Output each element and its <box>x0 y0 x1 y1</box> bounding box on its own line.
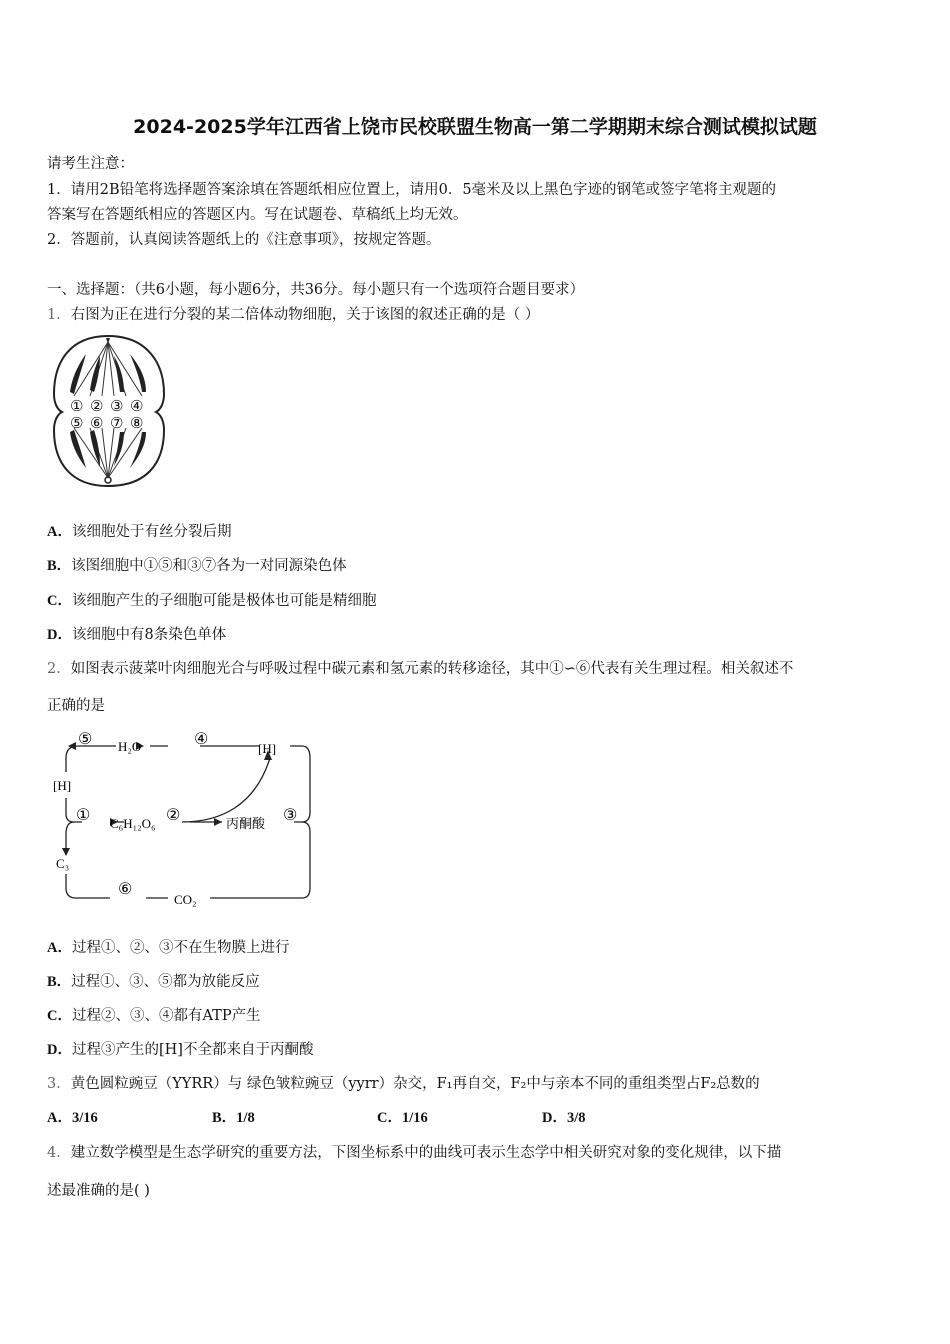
chromosome-label-8: ⑧ <box>130 416 144 432</box>
h2o-label: H₂O <box>118 739 142 754</box>
notice-item-2: 2．答题前，认真阅读答题纸上的《注意事项》，按规定答题。 <box>47 232 441 248</box>
process-3-label: ③ <box>283 807 298 824</box>
notice-item-1-line-1: 1．请用2B铅笔将选择题答案涂填在答题纸相应位置上，请用0．5毫米及以上黑色字迹的钢笔或签字笔将主观题的 <box>47 182 777 198</box>
process-2-label: ② <box>166 807 181 824</box>
question-2-stem-line-2: 正确的是 <box>47 698 105 714</box>
q1-option-a: A．该细胞处于有丝分裂后期 <box>47 524 232 540</box>
hydrogen-right-label: [H] <box>258 741 277 756</box>
process-1-label: ① <box>76 807 91 824</box>
question-1-number: 1． <box>47 307 71 323</box>
q2-option-d: D．过程③产生的[H]不全都来自于丙酮酸 <box>47 1042 314 1058</box>
q3-option-d: D．3/8 <box>542 1110 586 1126</box>
c3-label: C₃ <box>56 856 70 871</box>
chromosome-label-7: ⑦ <box>110 416 124 432</box>
q1-option-c: C．该细胞产生的子细胞可能是极体也可能是精细胞 <box>47 593 377 609</box>
chromosome-label-3: ③ <box>110 399 124 415</box>
question-1-stem <box>47 303 539 324</box>
q1-option-b: B．该图细胞中①⑤和③⑦各为一对同源染色体 <box>47 558 347 574</box>
notice-heading: 请考生注意： <box>47 156 134 172</box>
glucose-label: C₆H₁₂O₆ <box>110 816 156 831</box>
chromosome-label-5: ⑤ <box>70 416 84 432</box>
chromosome-label-2: ② <box>90 399 104 415</box>
question-2-number: 2． <box>47 661 71 677</box>
process-4-label: ④ <box>194 731 209 748</box>
question-2-stem-line-1: 2．如图表示菠菜叶肉细胞光合与呼吸过程中碳元素和氢元素的转移途径，其中①∽⑥代表有关生理过程。相关叙述不 <box>47 661 794 677</box>
question-1-text: 右图为正在进行分裂的某二倍体动物细胞，关于该图的叙述正确的是（ ） <box>70 307 540 323</box>
process-5-label: ⑤ <box>78 731 93 748</box>
chromosome-label-6: ⑥ <box>90 416 104 432</box>
co2-label: CO₂ <box>174 892 197 907</box>
question-4-stem-line-1: 4．建立数学模型是生态学研究的重要方法，下图坐标系中的曲线可表示生态学中相关研究对象的变化规律，以下描 <box>47 1145 782 1161</box>
pyruvate-label: 丙酮酸 <box>226 816 266 831</box>
chromosome-label-4: ④ <box>130 399 144 415</box>
q3-option-c: C．1/16 <box>377 1110 428 1126</box>
question-4-number: 4． <box>47 1145 71 1161</box>
q2-option-c: C．过程②、③、④都有ATP产生 <box>47 1008 261 1024</box>
q3-option-b: B．1/8 <box>212 1110 255 1126</box>
process-6-label: ⑥ <box>118 881 133 898</box>
q2-option-b: B．过程①、③、⑤都为放能反应 <box>47 974 260 990</box>
question-3-stem: 3．黄色圆粒豌豆（YYRR）与 绿色皱粒豌豆（yyrr）杂交，F₁再自交，F₂中与亲本不同的重组类型占F₂总数的 <box>47 1076 760 1092</box>
carbon-hydrogen-transfer-diagram <box>50 722 320 914</box>
q2-option-a: A．过程①、②、③不在生物膜上进行 <box>47 940 290 956</box>
question-3-number: 3． <box>47 1076 71 1092</box>
chromosome-label-1: ① <box>70 399 84 415</box>
q1-option-d: D．该细胞中有8条染色单体 <box>47 627 227 643</box>
cell-division-figure <box>50 332 180 490</box>
notice-item-1-line-2: 答案写在答题纸相应的答题区内。写在试题卷、草稿纸上均无效。 <box>47 207 468 223</box>
hydrogen-left-label: [H] <box>53 778 72 793</box>
question-4-stem-line-2: 述最准确的是( ) <box>47 1183 150 1199</box>
section-heading: 一、选择题：（共6小题，每小题6分，共36分。每小题只有一个选项符合题目要求） <box>47 282 585 298</box>
page-title: 2024-2025学年江西省上饶市民校联盟生物高一第二学期期末综合测试模拟试题 <box>133 116 817 138</box>
q3-option-a: A．3/16 <box>47 1110 98 1126</box>
